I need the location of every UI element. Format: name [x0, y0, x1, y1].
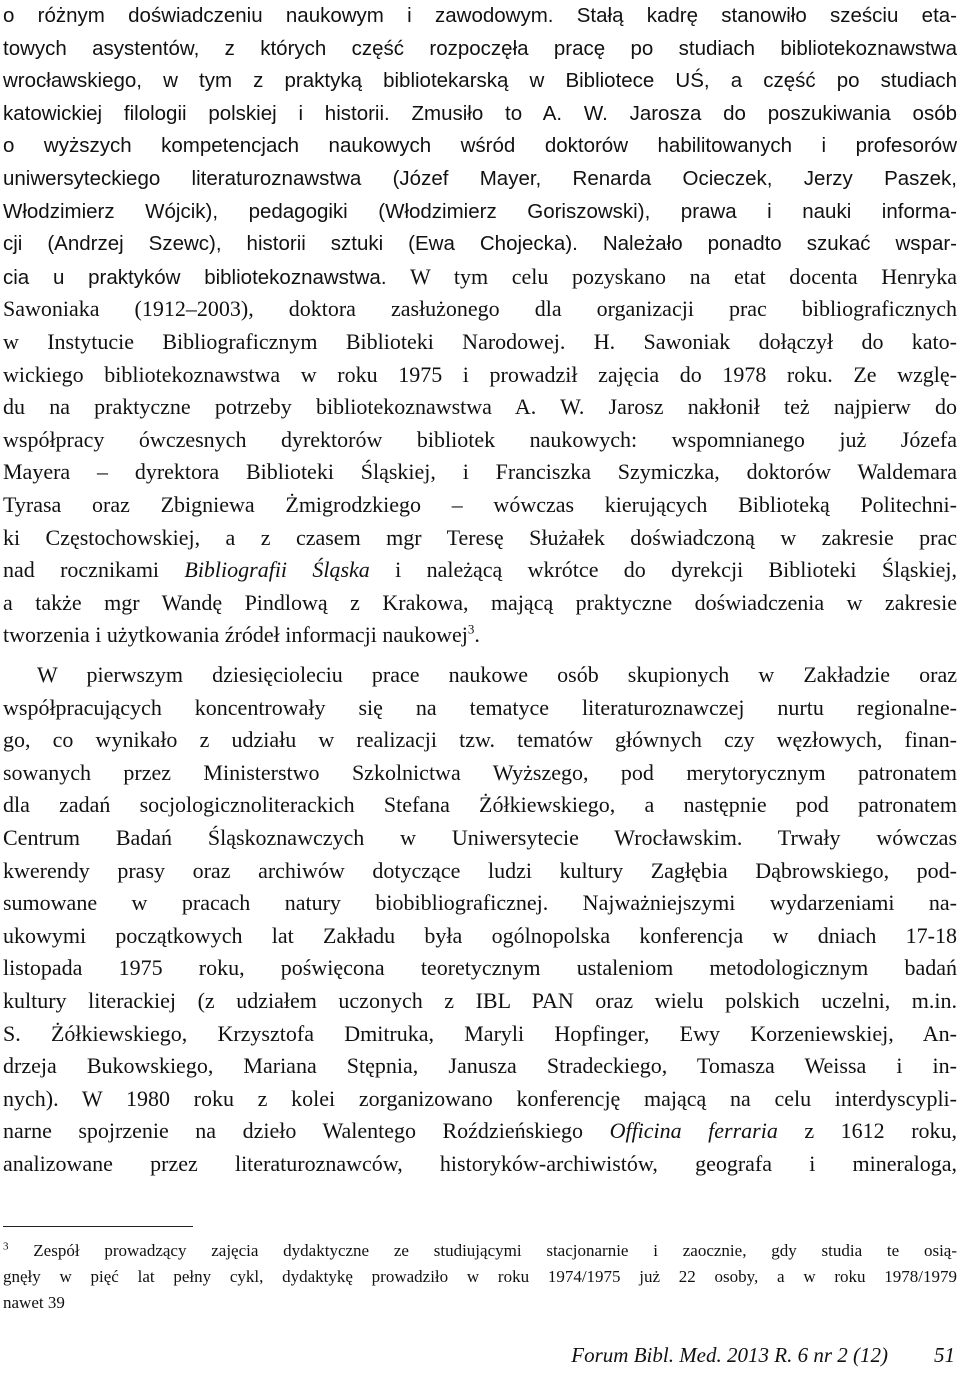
footnote-divider	[3, 1226, 193, 1227]
footnote-line	[3, 1238, 957, 1264]
text-line: towych asystentów, z których część rozpoczęła pracę po studiach bibliotekoznawstwa	[3, 36, 957, 60]
book-title: Bibliografii Śląska	[184, 557, 370, 583]
text-line: S. Żółkiewskiego, Krzysztofa Dmitruka, Maryli Hopfinger, Ewy Korzeniewskiej, An-	[3, 1020, 957, 1046]
text-line: Centrum Badań Śląskoznawczych w Uniwersytecie Wrocławskim. Trwały wówczas	[3, 824, 957, 850]
text-line: ki Częstochowskiej, a z czasem mgr Teresę Służałek doświadczoną w zakresie prac	[3, 524, 957, 550]
footnote-line: nawet 39	[3, 1293, 65, 1312]
text-line	[3, 261, 957, 294]
text-line	[3, 1115, 957, 1148]
text-line: o wyższych kompetencjach naukowych wśród doktorów habilitowanych i profesorów	[3, 134, 957, 158]
book-title: Officina ferraria	[609, 1118, 778, 1144]
text-segment: z 1612 roku,	[804, 1118, 958, 1144]
text-line	[3, 554, 957, 587]
text-segment: Zespół prowadzący zajęcia dydaktyczne ze studiującymi stacjonarnie i zaocznie, gdy studia te osią-	[33, 1241, 957, 1260]
text-line: współpracujących koncentrowały się na tematyce literaturoznawczej nurtu regionalne-	[3, 694, 957, 720]
text-segment: nad rocznikami	[3, 557, 160, 583]
text-line: Tyrasa oraz Zbigniewa Żmigrodzkiego – wówczas kierujących Biblioteką Politechni-	[3, 491, 957, 517]
paragraph-1	[3, 0, 957, 652]
text-line: W pierwszym dziesięcioleciu prace naukowe osób skupionych w Zakładzie oraz	[37, 662, 957, 687]
text-line: w Instytucie Bibliograficznym Biblioteki Narodowej. H. Sawoniak dołączył do kato-	[3, 328, 957, 354]
text-line: sowanych przez Ministerstwo Szkolnictwa Wyższego, pod merytorycznym patronatem	[3, 759, 957, 785]
text-segment: .	[474, 622, 480, 648]
text-line: Mayera – dyrektora Biblioteki Śląskiej, i Franciszka Szymiczka, doktorów Waldemara	[3, 459, 957, 485]
footnote-number: 3	[3, 1240, 9, 1253]
text-line: a także mgr Wandę Pindlową z Krakowa, mającą praktyczne doświadczenia w zakresie	[3, 589, 957, 615]
text-line: sumowane w pracach natury biobibliograficznej. Najważniejszymi wydarzeniami na-	[3, 890, 957, 916]
footnote	[3, 1238, 957, 1316]
text-line: analizowane przez literaturoznawców, historyków-archiwistów, geografa i mineraloga,	[3, 1150, 957, 1176]
text-line	[3, 619, 957, 652]
page-number: 51	[934, 1343, 955, 1367]
text-line: kultury literackiej (z udziałem uczonych z IBL PAN oraz wielu polskich uczelni, m.in.	[3, 987, 957, 1013]
text-line: du na praktyczne potrzeby bibliotekoznawstwa A. W. Jarosz nakłonił też najpierw do	[3, 394, 957, 420]
text-segment: W tym celu pozyskano na etat docenta Henryka	[409, 263, 958, 289]
text-line: wickiego bibliotekoznawstwa w roku 1975 i prowadził zajęcia do 1978 roku. Ze wzglę-	[3, 361, 957, 387]
footnote-line: gnęły w pięć lat pełny cykl, dydaktykę prowadziło w roku 1974/1975 już 22 osoby, a w roku 1978/1979	[3, 1267, 957, 1286]
paragraph-2	[3, 659, 957, 1181]
text-line: dla zadań socjologicznoliterackich Stefana Żółkiewskiego, a następnie pod patronatem	[3, 792, 957, 818]
text-line: uniwersyteckiego literaturoznawstwa (Józef Mayer, Renarda Ocieczek, Jerzy Paszek,	[3, 166, 957, 190]
journal-citation: Forum Bibl. Med. 2013 R. 6 nr 2 (12)	[571, 1343, 888, 1367]
text-segment: cia u praktyków bibliotekoznawstwa.	[3, 265, 387, 289]
text-line: listopada 1975 roku, poświęcona teoretycznym ustaleniom metodologicznym badań	[3, 955, 957, 981]
text-line: ukowymi początkowych lat Zakładu była ogólnopolska konferencja w dniach 17-18	[3, 922, 957, 948]
text-line: Włodzimierz Wójcik), pedagogiki (Włodzimierz Goriszowski), prawa i nauki informa-	[3, 199, 957, 223]
text-segment: narne spojrzenie na dzieło Walentego Roździeńskiego	[3, 1118, 584, 1144]
text-line: kwerendy prasy oraz archiwów dotyczące ludzi kultury Zagłębia Dąbrowskiego, pod-	[3, 857, 957, 883]
text-line: nych). W 1980 roku z kolei zorganizowano konferencję mającą na celu interdyscypli-	[3, 1085, 957, 1111]
text-line: katowickiej filologii polskiej i historii. Zmusiło to A. W. Jarosza do poszukiwania osób	[3, 101, 957, 125]
text-segment: tworzenia i użytkowania źródeł informacji naukowej	[3, 622, 468, 648]
text-line: drzeja Bukowskiego, Mariana Stępnia, Janusza Stradeckiego, Tomasza Weissa i in-	[3, 1053, 957, 1079]
text-line: o różnym doświadczeniu naukowym i zawodowym. Stałą kadrę stanowiło sześciu eta-	[3, 4, 957, 27]
page-footer	[571, 1343, 955, 1368]
text-line: współpracy ówczesnych dyrektorów bibliotek naukowych: wspomnianego już Józefa	[3, 426, 957, 452]
text-line: Sawoniaka (1912–2003), doktora zasłużonego dla organizacji prac bibliograficznych	[3, 296, 957, 322]
footnote-reference: 3	[467, 621, 475, 637]
text-line: cji (Andrzej Szewc), historii sztuki (Ewa Chojecka). Należało ponadto szukać wspar-	[3, 232, 957, 256]
text-line: go, co wynikało z udziału w realizacji tzw. tematów głównych czy węzłowych, finan-	[3, 727, 957, 753]
text-line: wrocławskiego, w tym z praktyką bibliotekarską w Bibliotece UŚ, a część po studiach	[3, 69, 957, 93]
text-segment: i należącą wkrótce do dyrekcji Biblioteki Śląskiej,	[395, 557, 957, 583]
